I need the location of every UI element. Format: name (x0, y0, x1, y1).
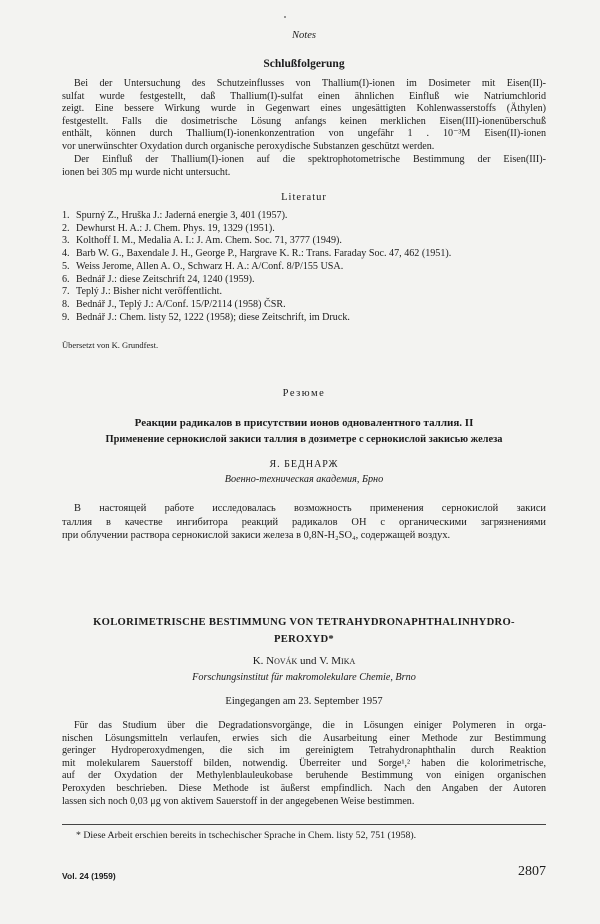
text-line: lassen sich noch 0,03 μg von aktivem Sauerstoff in der angegebenen Weise bestimmen. (62, 795, 415, 807)
reference-item (62, 299, 546, 312)
text-line: Der Einfluß der Thallium(I)-ionen auf die spektrophotometrische Bestimmung der Eisen(III)- (74, 154, 546, 165)
ru-title-line-1: Реакции радикалов в присутствии ионов одновалентного таллия. II (134, 417, 474, 429)
text-line: geringer Hydroperoxydmengen, die sich im gereinigtem Tetrahydronaphthalin durch Reaktion (62, 745, 546, 757)
reference-number: 1. (62, 210, 70, 221)
ru-title-line-2: Применение сернокислой закиси таллия в дозиметре с сернокислой закисью железа (105, 434, 503, 445)
reference-number: 5. (62, 260, 70, 272)
footnote-divider (62, 824, 546, 825)
article-title-line-1: KOLORIMETRISCHE BESTIMMUNG VON TETRAHYDRONAPHTHALINHYDRO- (93, 617, 515, 628)
reference-text: Barb W. G., Baxendale J. H., George P., Hargrave K. R.: Trans. Faraday Soc. 47, 462 (1951). (76, 248, 452, 260)
reference-text: Bednář J.: Chem. listy 52, 1222 (1958); diese Zeitschrift, im Druck. (76, 311, 350, 323)
conclusion-paragraph (62, 78, 546, 154)
reference-text: Kolthoff I. M., Medalia A. I.: J. Am. Chem. Soc. 71, 3777 (1949). (76, 235, 342, 247)
ru-institution: Военно-техническая академия, Брно (224, 474, 384, 485)
section-title: Schlußfolgerung (263, 58, 345, 70)
reference-number: 9. (62, 311, 70, 323)
reference-text: Dewhurst H. A.: J. Chem. Phys. 19, 1329 (1951). (76, 222, 275, 234)
volume-info: Vol. 24 (1959) (62, 871, 116, 881)
author-name: V. Mika (319, 655, 356, 667)
text-line: enthält, können durch Thallium(I)-ionenkonzentration von ungefähr 1 . 10⁻³M Eisen(II)-ionen (62, 128, 546, 140)
reference-text: Bednář J., Teplý J.: A/Conf. 15/P/2114 (1958) ČSR. (76, 298, 286, 310)
reference-number: 6. (62, 273, 70, 285)
article-title-line-2: PEROXYD* (273, 634, 335, 645)
text-line: mit molekularem Sauerstoff bilden, notwendig. Überreiter und Sorge¹,² haben die kolorimetrische, (62, 757, 546, 769)
reference-item (62, 235, 546, 248)
reference-item (62, 261, 546, 274)
text-line: zeigt. Eine bessere Wirkung wurde in Gegenwart eines ungesättigten Kohlenwasserstoffs (Äthylen) (62, 103, 546, 115)
conclusion-paragraph-2 (62, 154, 546, 179)
reference-number: 7. (62, 286, 70, 298)
text-line: vor unerwünschter Oxydation durch organische peroxydische Substanzen geschützt werden. (62, 140, 435, 152)
ru-abstract (62, 502, 546, 543)
text-line: Peroxyden beschrieben. Diese Methode ist äußerst empfindlich. Nach den Angaben der Autoren (62, 782, 546, 794)
reference-list (62, 210, 546, 324)
reference-item (62, 312, 546, 325)
print-speck (284, 16, 286, 18)
article-authors (62, 655, 546, 667)
text-line: ionen bei 305 mμ wurde nicht untersucht. (62, 166, 231, 178)
reference-item (62, 210, 546, 223)
intro-paragraph (62, 720, 546, 808)
reference-item (62, 248, 546, 261)
reference-number: 4. (62, 248, 70, 260)
received-date: Eingegangen am 23. September 1957 (225, 696, 383, 707)
text-line: sulfat wurde festgestellt, daß Thallium(I)-sulfat einen ähnlichen Einfluß wie Natriumchlorid (62, 90, 546, 102)
article-institution: Forschungsinstitut für makromolekulare Chemie, Brno (192, 672, 416, 683)
text-line: nischen Lösungsmitteln verlaufen, erwies sich die Ausarbeitung einer Methode zur Bestimmung (62, 732, 546, 744)
ru-author: Я. БЕДНАРЖ (269, 459, 339, 470)
running-head: Notes (292, 30, 316, 41)
reference-item (62, 286, 546, 299)
text-line: auf der Oxydation der Methylenblauleukobase beruhende Bestimmung von einigen organischen (62, 770, 546, 782)
text-line: таллия в качестве ингибитора реакций радикалов OH с органическими загрязнениями (62, 516, 546, 528)
reference-text: Spurný Z., Hruška J.: Jaderná energie 3, 401 (1957). (76, 210, 288, 221)
text-line: Bei der Untersuchung des Schutzeinflusses von Thallium(I)-ionen im Dosimeter mit Eisen(II)- (74, 78, 546, 89)
resume-heading: Резюме (282, 388, 326, 399)
page-number: 2807 (518, 864, 546, 879)
reference-item (62, 274, 546, 287)
reference-text: Bednář J.: diese Zeitschrift 24, 1240 (1959). (76, 273, 255, 285)
reference-number: 2. (62, 222, 70, 234)
text-line: Für das Studium über die Degradationsvorgänge, die in Lösungen einiger Polymeren in orga- (74, 720, 546, 731)
reference-number: 8. (62, 298, 70, 310)
text-line: при облучении раствора сернокислой закиси железа в 0,8N-H₂SO₄, содержащей воздух. (62, 530, 451, 542)
author-conjunction: und (299, 655, 317, 667)
reference-text: Teplý J.: Bisher nicht veröffentlicht. (76, 286, 222, 298)
text-line: festgestellt. Falls die dosimetrische Lösung anfangs keinen merklichen Eisen(III)-ionenüberschuß (62, 115, 546, 127)
author-name: K. Novák (252, 655, 298, 667)
text-line: В настоящей работе исследовалась возможность применения сернокислой закиси (74, 503, 546, 514)
reference-item (62, 223, 546, 236)
translator-note: Übersetzt von K. Grundfest. (62, 340, 159, 350)
reference-text: Weiss Jerome, Allen A. O., Schwarz H. A.: A/Conf. 8/P/155 USA. (76, 260, 344, 272)
literature-heading: Literatur (281, 192, 327, 203)
footnote: * Diese Arbeit erschien bereits in tschechischer Sprache in Chem. listy 52, 751 (1958). (76, 830, 417, 841)
reference-number: 3. (62, 235, 70, 247)
